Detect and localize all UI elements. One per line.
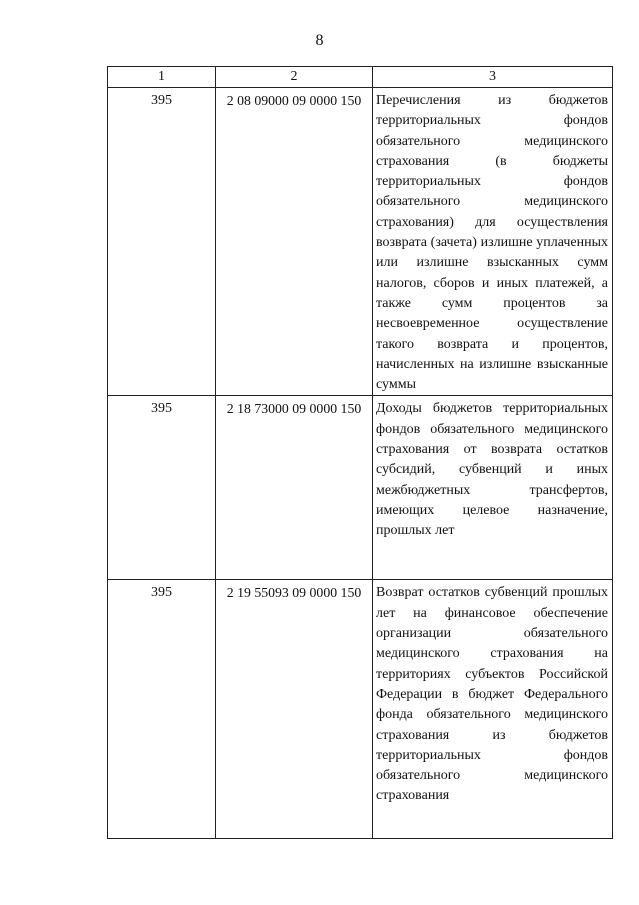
column-header-2: 2 xyxy=(216,67,373,88)
page-number: 8 xyxy=(315,32,324,49)
description-cell: Возврат остатков субвенций прошлых лет на финансовое обеспечение организации обязательного медицинского страхования на территориях субъектов Российской Федерации в бюджет Федерального фонда обязательного медицинского страхования из бюджетов территориальных фондов обязательного медицинского страхования xyxy=(373,580,613,839)
admin-code-cell: 395 xyxy=(108,580,216,839)
table-row xyxy=(108,580,613,839)
description-cell: Перечисления из бюджетов территориальных фондов обязательного медицинского страхования (в бюджеты территориальных фондов обязательного медицинского страхования) для осуществления возврата (зачета) излишне уплаченных или излишне взысканных сумм налогов, сборов и иных платежей, а также сумм процентов за несвоевременное осуществление такого возврата и процентов, начисленных на излишне взысканные суммы xyxy=(373,88,613,396)
budget-codes-table xyxy=(107,66,613,839)
budget-code-cell: 2 19 55093 09 0000 150 xyxy=(216,580,373,839)
admin-code-cell: 395 xyxy=(108,88,216,396)
column-header-1: 1 xyxy=(108,67,216,88)
description-cell: Доходы бюджетов территориальных фондов обязательного медицинского страхования от возврата остатков субсидий, субвенций и иных межбюджетных трансфертов, имеющих целевое назначение, прошлых лет xyxy=(373,396,613,580)
budget-code-cell: 2 18 73000 09 0000 150 xyxy=(216,396,373,580)
budget-code-cell: 2 08 09000 09 0000 150 xyxy=(216,88,373,396)
table-row xyxy=(108,396,613,580)
column-header-3: 3 xyxy=(373,67,613,88)
admin-code-cell: 395 xyxy=(108,396,216,580)
table-header-row xyxy=(108,67,613,88)
table-row xyxy=(108,88,613,396)
